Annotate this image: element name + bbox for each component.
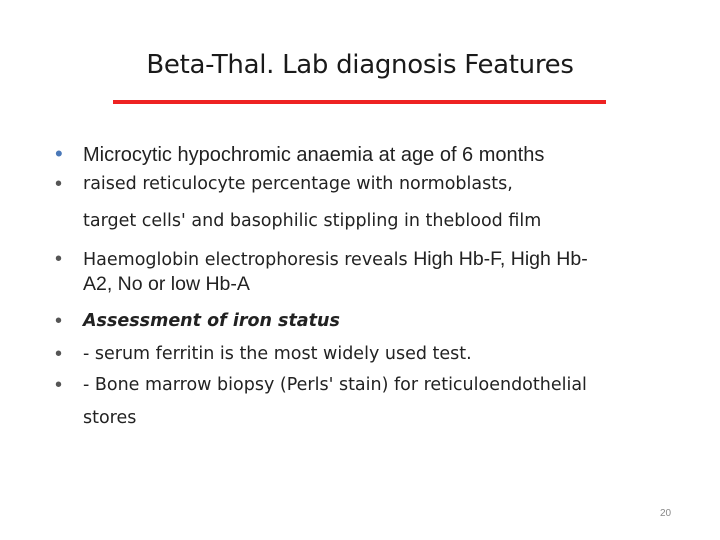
bullet-text-bold-italic: Assessment of iron status	[83, 311, 340, 331]
bullet-item	[55, 336, 695, 373]
bullet-text: Microcytic hypochromic anaemia at age of 6 months	[83, 144, 545, 166]
bullet-dot-icon: •	[55, 374, 63, 396]
bullet-dot-icon: •	[55, 248, 63, 270]
bullet-item	[55, 247, 695, 297]
bullet-list	[55, 140, 695, 435]
bullet-text-line: target cells' and basophilic stippling in theblood film	[83, 211, 542, 231]
bullet-text-line: - Bone marrow biopsy (Perls' stain) for reticuloendothelial	[83, 375, 587, 395]
bullet-highlight-text: A2, No or low Hb-A	[83, 273, 250, 295]
bullet-item	[55, 369, 695, 435]
bullet-highlight-text: High Hb-F, High Hb-	[413, 248, 588, 270]
bullet-dot-icon: •	[55, 173, 63, 195]
title-underline	[113, 100, 606, 104]
page-number: 20	[660, 508, 672, 519]
bullet-text-line: stores	[83, 408, 137, 428]
slide-title: Beta-Thal. Lab diagnosis Features	[146, 50, 574, 80]
bullet-text-line: raised reticulocyte percentage with normoblasts,	[83, 174, 513, 194]
bullet-item	[55, 166, 695, 240]
bullet-dot-icon: •	[55, 141, 63, 166]
bullet-text: Haemoglobin electrophoresis reveals	[83, 250, 414, 270]
bullet-dot-icon: •	[55, 343, 63, 365]
bullet-text: - serum ferritin is the most widely used test.	[83, 344, 472, 364]
bullet-item	[55, 303, 695, 340]
bullet-dot-icon: •	[55, 310, 63, 332]
